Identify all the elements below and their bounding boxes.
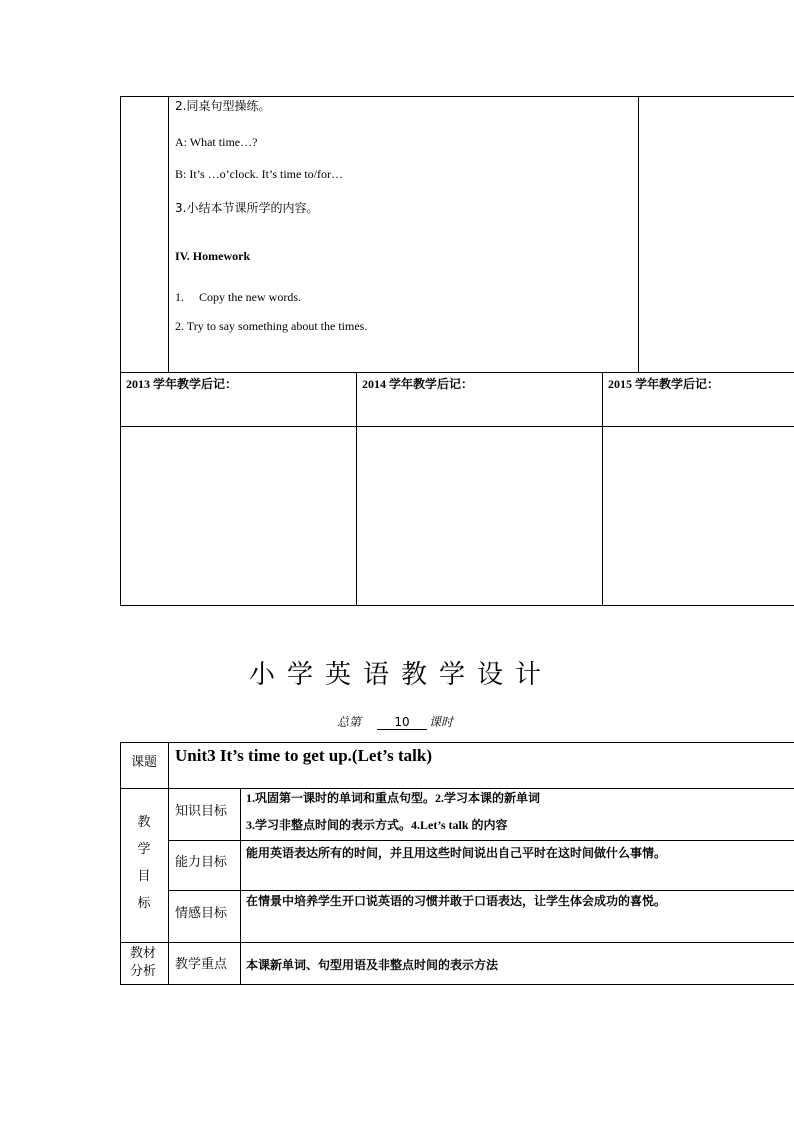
lesson-count-suffix: 课时 bbox=[429, 715, 454, 729]
table-border bbox=[120, 96, 121, 605]
table-border bbox=[240, 788, 241, 984]
table-border bbox=[120, 984, 794, 985]
table-border bbox=[120, 426, 794, 427]
analysis-label: 教材 bbox=[130, 946, 157, 961]
page-title: 小学英语教学设计 bbox=[249, 660, 554, 690]
key-points-label: 教学重点 bbox=[175, 957, 228, 972]
ability-value: 能用英语表达所有的时间，并且用这些时间说出自己平时在这时间做什么事情。 bbox=[246, 846, 667, 860]
objectives-label-char: 标 bbox=[137, 896, 151, 911]
dialog-line-a: A: What time…? bbox=[175, 135, 258, 149]
table-border bbox=[168, 742, 169, 984]
table-border bbox=[120, 605, 794, 606]
activity-summary: 3.小结本节课所学的内容。 bbox=[175, 201, 319, 215]
key-points-value: 本课新单词、句型用语及非整点时间的表示方法 bbox=[246, 958, 499, 972]
lesson-count-prefix: 总第 bbox=[337, 715, 362, 729]
topic-label: 课题 bbox=[131, 755, 158, 770]
table-border bbox=[356, 372, 357, 605]
emotion-value: 在情景中培养学生开口说英语的习惯并敢于口语表达，让学生体会成功的喜悦。 bbox=[246, 894, 667, 908]
topic-value: Unit3 It’s time to get up.(Let’s talk) bbox=[175, 746, 433, 765]
knowledge-line: 3.学习非整点时间的表示方式。4.Let’s talk 的内容 bbox=[246, 818, 508, 832]
lesson-count bbox=[337, 713, 467, 731]
analysis-label: 分析 bbox=[130, 964, 157, 979]
reflection-2013-label: 2013 学年教学后记： bbox=[126, 377, 238, 391]
table-border bbox=[168, 96, 169, 372]
objectives-label-char: 教 bbox=[137, 815, 151, 830]
dialog-line-b: B: It’s …o’clock. It’s time to/for… bbox=[175, 167, 343, 181]
objectives-label-char: 目 bbox=[137, 869, 151, 884]
objectives-label bbox=[134, 809, 154, 917]
table-border bbox=[638, 96, 639, 372]
lesson-count-number: 10 bbox=[377, 715, 427, 730]
table-border bbox=[168, 890, 794, 891]
table-border bbox=[120, 788, 794, 789]
objectives-label-char: 学 bbox=[137, 842, 151, 857]
knowledge-line: 1.巩固第一课时的单词和重点句型。2.学习本课的新单词 bbox=[246, 791, 541, 805]
table-border bbox=[120, 96, 794, 97]
ability-label: 能力目标 bbox=[175, 855, 228, 870]
table-border bbox=[120, 742, 121, 984]
emotion-label: 情感目标 bbox=[175, 906, 228, 921]
activity-pair-drill: 2.同桌句型操练。 bbox=[175, 99, 271, 113]
homework-heading: IV. Homework bbox=[175, 249, 251, 263]
reflection-2014-label: 2014 学年教学后记： bbox=[362, 377, 474, 391]
table-border bbox=[120, 942, 794, 943]
reflection-2015-label: 2015 学年教学后记： bbox=[608, 377, 720, 391]
homework-item: 2. Try to say something about the times. bbox=[175, 319, 368, 333]
knowledge-label: 知识目标 bbox=[175, 804, 228, 819]
table-border bbox=[168, 840, 794, 841]
table-border bbox=[120, 742, 794, 743]
table-border bbox=[120, 372, 794, 373]
homework-item: 1. Copy the new words. bbox=[175, 290, 301, 304]
table-border bbox=[602, 372, 603, 605]
